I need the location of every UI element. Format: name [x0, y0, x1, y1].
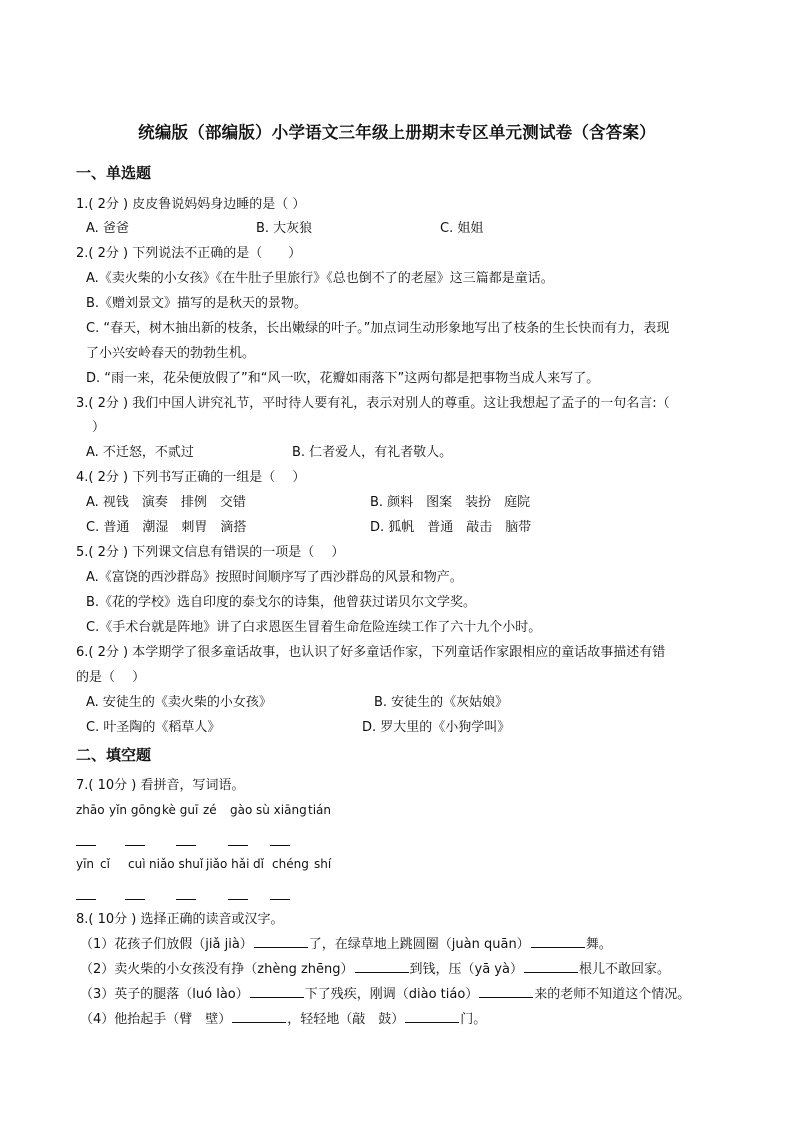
answer-blank[interactable]	[270, 845, 290, 846]
answer-blank[interactable]	[479, 985, 533, 998]
line-text: 根儿不敢回家。	[578, 962, 670, 977]
question-8-line-1	[80, 935, 612, 954]
answer-blank[interactable]	[524, 960, 578, 973]
line-text: 舞。	[585, 937, 612, 952]
question-1-stem: 1.( 2分 ) 皮皮鲁说妈妈身边睡的是（ ）	[76, 197, 306, 212]
pinyin-syllable: zé	[203, 803, 217, 817]
answer-blank[interactable]	[228, 845, 248, 846]
question-8-line-4	[80, 1010, 486, 1029]
question-6-option-d: D. 罗大里的《小狗学叫》	[362, 720, 511, 735]
question-1-option-b: B. 大灰狼	[256, 221, 313, 236]
pinyin-syllable: jiǎo hǎi	[206, 857, 250, 871]
question-6-option-a: A. 安徒生的《卖火柴的小女孩》	[86, 695, 272, 710]
pinyin-syllable: tián	[308, 803, 331, 817]
pinyin-syllable: chéng	[272, 857, 309, 871]
line-text: 来的老师不知道这个情况。	[534, 987, 691, 1002]
question-8-line-2	[80, 960, 670, 979]
answer-blank[interactable]	[125, 845, 145, 846]
pinyin-syllable: kè guī	[162, 803, 199, 817]
pinyin-syllable: zhāo	[76, 803, 105, 817]
section-heading-single-choice: 一、单选题	[76, 164, 152, 182]
line-text: ，轻轻地（敲 鼓）	[287, 1012, 405, 1027]
pinyin-syllable: niǎo shuǐ	[149, 857, 204, 871]
line-text: 门。	[460, 1012, 487, 1027]
pinyin-syllable: gào	[230, 803, 253, 817]
answer-blank[interactable]	[355, 960, 409, 973]
answer-blank[interactable]	[125, 899, 145, 900]
line-text: 下了残疾，刚调（diào tiáo）	[304, 987, 479, 1002]
page-title: 统编版（部编版）小学语文三年级上册期末专区单元测试卷（含答案）	[138, 123, 656, 142]
pinyin-syllable: dǐ	[253, 857, 264, 871]
answer-blank[interactable]	[250, 985, 304, 998]
line-text: （3）英子的腿落（luó lào）	[80, 987, 249, 1002]
question-4-stem: 4.( 2分 ) 下列书写正确的一组是（ ）	[76, 470, 306, 485]
answer-blank[interactable]	[228, 899, 248, 900]
question-5-option-c: C.《手术台就是阵地》讲了白求恩医生冒着生命危险连续工作了六十九个小时。	[86, 620, 542, 635]
pinyin-syllable: cuì	[128, 857, 146, 871]
section-heading-fill-blank: 二、填空题	[76, 746, 152, 764]
question-4-option-b: B. 颜料 图案 装扮 庭院	[370, 495, 531, 510]
answer-blank[interactable]	[405, 1010, 459, 1023]
question-6-option-c: C. 叶圣陶的《稻草人》	[86, 720, 221, 735]
question-2-option-b: B.《赠刘景文》描写的是秋天的景物。	[86, 296, 308, 311]
question-2-option-a: A.《卖火柴的小女孩》《在牛肚子里旅行》《总也倒不了的老屋》这三篇都是童话。	[86, 271, 554, 286]
question-2-stem: 2.( 2分 ) 下列说法不正确的是（ ）	[76, 246, 302, 261]
question-5-stem: 5.( 2分 ) 下列课文信息有错误的一项是（ ）	[76, 545, 345, 560]
question-4-option-d: D. 狐帆 普通 敲击 脑带	[370, 520, 532, 535]
line-text: （2）卖火柴的小女孩没有挣（zhèng zhēng）	[80, 962, 354, 977]
question-2-option-c: C. “春天，树木抽出新的枝条，长出嫩绿的叶子。”加点词生动形象地写出了枝条的生长快而有力，表现	[86, 321, 670, 336]
answer-blank[interactable]	[176, 845, 196, 846]
question-2-option-d: D. “雨一来，花朵便放假了”和“风一吹，花瓣如雨落下”这两句都是把事物当成人来写了。	[86, 371, 600, 386]
pinyin-syllable: cǐ	[100, 857, 110, 871]
line-text: 到钱，压（yā yà）	[409, 962, 523, 977]
question-8-line-3	[80, 985, 690, 1004]
question-6-stem: 6.( 2分 ) 本学期学了很多童话故事，也认识了好多童话作家，下列童话作家跟相应的童话故事描述有错	[76, 645, 666, 660]
line-text: （1）花孩子们放假（jiǎ jià）	[80, 937, 253, 952]
answer-blank[interactable]	[176, 899, 196, 900]
answer-blank[interactable]	[531, 935, 585, 948]
answer-blank[interactable]	[76, 899, 96, 900]
question-7-stem: 7.( 10分 ) 看拼音，写词语。	[76, 778, 245, 793]
answer-blank[interactable]	[232, 1010, 286, 1023]
answer-blank[interactable]	[76, 845, 96, 846]
pinyin-syllable: sù xiāng	[256, 803, 307, 817]
question-1-option-c: C. 姐姐	[440, 221, 484, 236]
line-text: 了，在绿草地上跳圆圈（juàn quān）	[308, 937, 530, 952]
question-1-option-a: A. 爸爸	[86, 221, 129, 236]
answer-blank[interactable]	[254, 935, 308, 948]
pinyin-syllable: shí	[314, 857, 332, 871]
question-6-option-b: B. 安徒生的《灰姑娘》	[374, 695, 509, 710]
question-2-option-c-cont: 了小兴安岭春天的勃勃生机。	[86, 346, 256, 361]
pinyin-syllable: yǐn gōng	[109, 803, 162, 817]
line-text: （4）他抬起手（臂 壁）	[80, 1012, 232, 1027]
question-4-option-a: A. 视钱 演奏 排例 交错	[86, 495, 246, 510]
question-8-stem: 8.( 10分 ) 选择正确的读音或汉字。	[76, 912, 284, 927]
question-3-stem-cont: ）	[92, 420, 106, 435]
question-4-option-c: C. 普通 潮湿 刺胃 滴搭	[86, 520, 247, 535]
question-5-option-a: A.《富饶的西沙群岛》按照时间顺序写了西沙群岛的风景和物产。	[86, 570, 463, 585]
question-6-stem-cont: 的是（ ）	[76, 670, 146, 685]
question-5-option-b: B.《花的学校》选自印度的泰戈尔的诗集，他曾获过诺贝尔文学奖。	[86, 595, 477, 610]
pinyin-syllable: yīn	[76, 857, 95, 871]
question-3-stem: 3.( 2分 ) 我们中国人讲究礼节，平时待人要有礼，表示对别人的尊重。这让我想起了孟子的一句名言:（	[76, 396, 670, 411]
question-3-option-a: A. 不迁怒，不贰过	[86, 445, 194, 460]
answer-blank[interactable]	[270, 899, 290, 900]
question-3-option-b: B. 仁者爱人，有礼者敬人。	[292, 445, 453, 460]
